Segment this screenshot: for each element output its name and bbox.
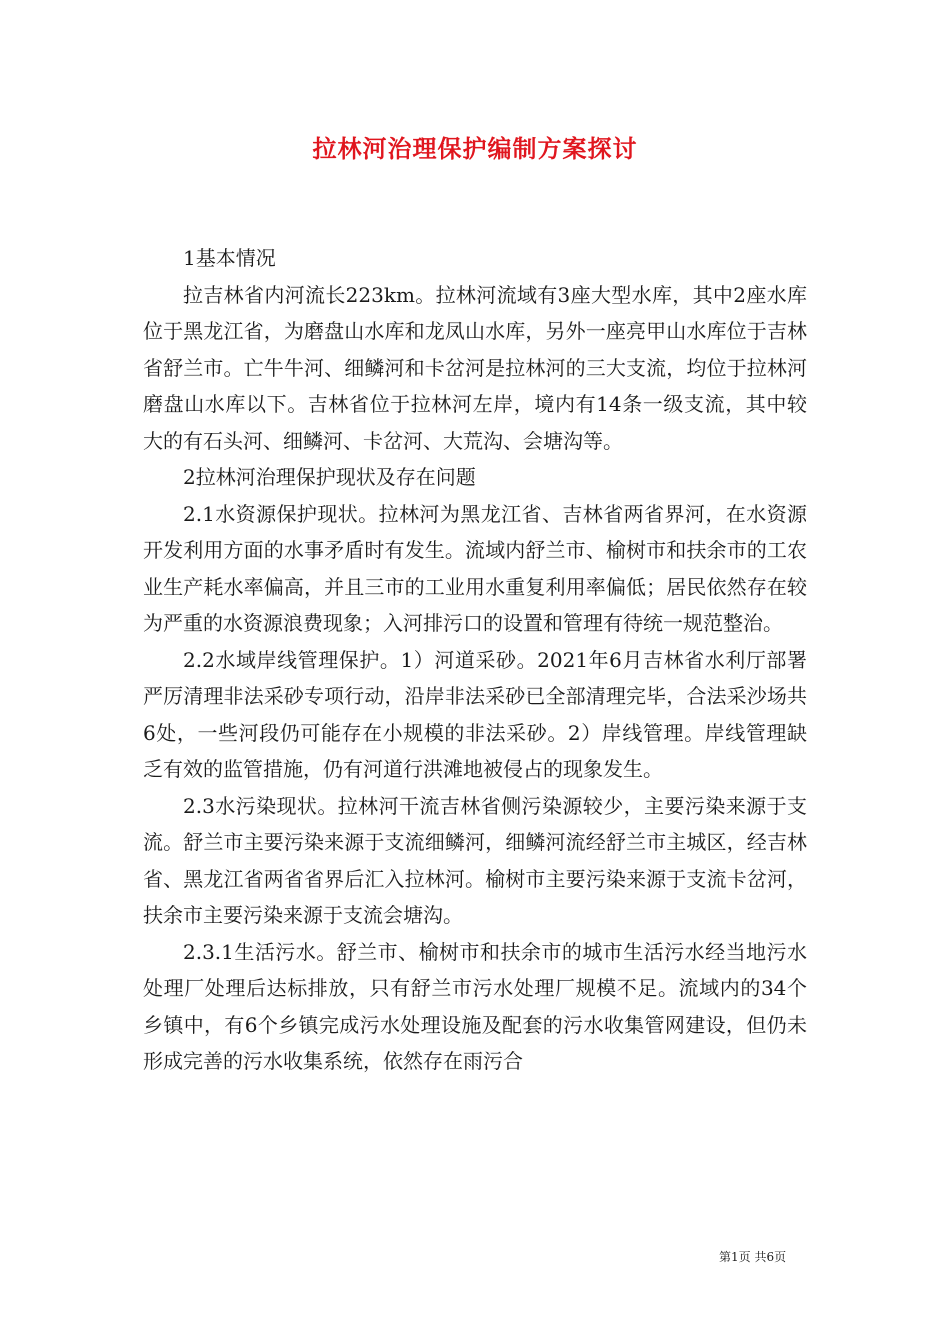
section-heading-2: 2拉林河治理保护现状及存在问题	[183, 465, 476, 489]
paragraph-2-1: 2.1水资源保护现状。拉林河为黑龙江省、吉林省两省界河，在水资源开发利用方面的水事矛盾时有发生。流域内舒兰市、榆树市和扶余市的工农业生产耗水率偏高，并且三市的工业用水重复利用率偏低；居民依然存在较为严重的水资源浪费现象；入河排污口的设置和管理有待统一规范整治。	[143, 501, 807, 635]
page-number-footer: 第1页 共6页	[719, 1250, 787, 1264]
paragraph-2-3: 2.3水污染现状。拉林河干流吉林省侧污染源较少，主要污染来源于支流。舒兰市主要污染来源于支流细鳞河，细鳞河流经舒兰市主城区，经吉林省、黑龙江省两省省界后汇入拉林河。榆树市主要污染来源于支流卡岔河，扶余市主要污染来源于支流会塘沟。	[143, 793, 807, 927]
paragraph-2-2: 2.2水域岸线管理保护。1）河道采砂。2021年6月吉林省水利厅部署严厉清理非法采砂专项行动，沿岸非法采砂已全部清理完毕，合法采沙场共6处，一些河段仍可能存在小规模的非法采砂。2）岸线管理。岸线管理缺乏有效的监管措施，仍有河道行洪滩地被侵占的现象发生。	[143, 647, 807, 781]
section-heading-1: 1基本情况	[183, 246, 276, 270]
document-body	[143, 240, 807, 1080]
paragraph-basic-info: 拉吉林省内河流长223km。拉林河流域有3座大型水库，其中2座水库位于黑龙江省，为磨盘山水库和龙凤山水库，另外一座亮甲山水库位于吉林省舒兰市。亡牛牛河、细鳞河和卡岔河是拉林河的三大支流，均位于拉林河磨盘山水库以下。吉林省位于拉林河左岸，境内有14条一级支流，其中较大的有石头河、细鳞河、卡岔河、大荒沟、会塘沟等。	[143, 282, 807, 453]
page-title: 拉林河治理保护编制方案探讨	[312, 134, 638, 163]
paragraph-2-3-1: 2.3.1生活污水。舒兰市、榆树市和扶余市的城市生活污水经当地污水处理厂处理后达标排放，只有舒兰市污水处理厂规模不足。流域内的34个乡镇中，有6个乡镇完成污水处理设施及配套的污水收集管网建设，但仍未形成完善的污水收集系统，依然存在雨污合	[143, 939, 807, 1073]
